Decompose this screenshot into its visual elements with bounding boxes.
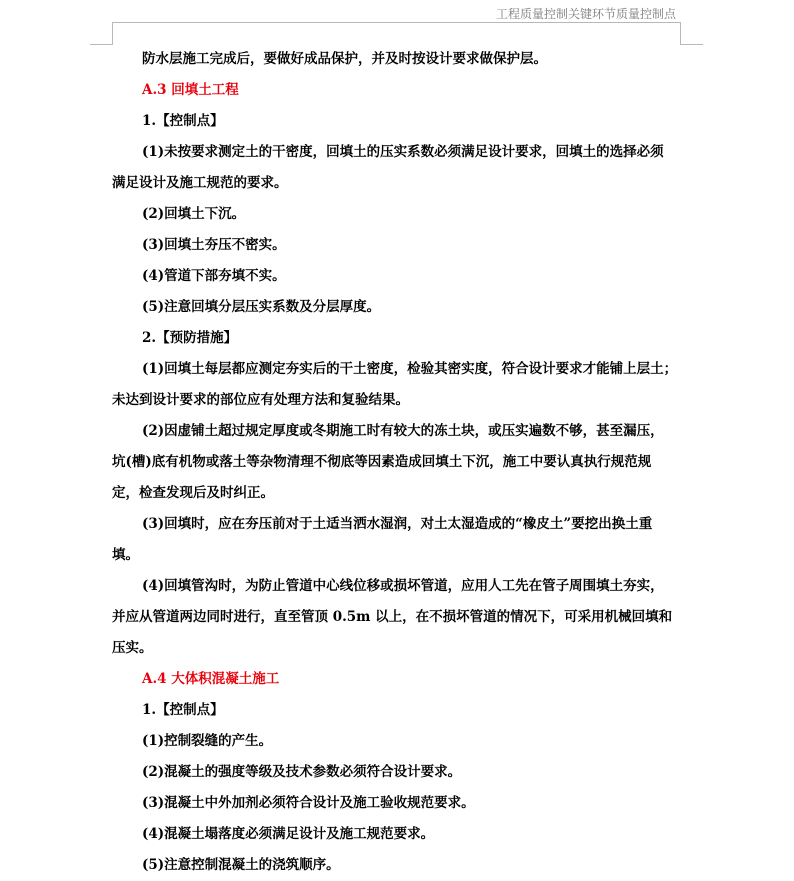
section-heading-mass-concrete: A.4 大体积混凝土施工 — [142, 671, 280, 687]
list-item: (2)回填土下沉。 — [142, 206, 246, 222]
paragraph-line: (3)回填时，应在夯压前对于土适当洒水湿润，对土太湿造成的“橡皮土”要挖出换土重 — [142, 516, 653, 532]
running-header: 工程质量控制关键环节质量控制点 — [495, 7, 676, 21]
paragraph-line: 满足设计及施工规范的要求。 — [112, 175, 288, 191]
document-body[interactable] — [112, 44, 686, 881]
list-item: (5)注意回填分层压实系数及分层厚度。 — [142, 299, 381, 315]
paragraph-line: (1)未按要求测定土的干密度，回填土的压实系数必须满足设计要求，回填土的选择必须 — [142, 144, 664, 160]
paragraph-line: 填。 — [112, 547, 139, 563]
list-item: (4)混凝土塌落度必须满足设计及施工规范要求。 — [142, 826, 435, 842]
list-item: (3)混凝土中外加剂必须符合设计及施工验收规范要求。 — [142, 795, 475, 811]
subheading-control-points: 1.【控制点】 — [142, 113, 224, 129]
list-item: (3)回填土夯压不密实。 — [142, 237, 286, 253]
paragraph-line: 定，检查发现后及时纠正。 — [112, 485, 274, 501]
paragraph-line: (2)因虚铺土超过规定厚度或冬期施工时有较大的冻土块，或压实遍数不够，甚至漏压， — [142, 423, 664, 439]
list-item: (2)混凝土的强度等级及技术参数必须符合设计要求。 — [142, 764, 462, 780]
paragraph-line: 未达到设计要求的部位应有处理方法和复验结果。 — [112, 392, 409, 408]
header-rule — [112, 22, 680, 23]
list-item: (4)管道下部夯填不实。 — [142, 268, 286, 284]
margin-corner-mark-right — [680, 22, 703, 45]
paragraph-line: 压实。 — [112, 640, 153, 656]
list-item: (5)注意控制混凝土的浇筑顺序。 — [142, 857, 340, 873]
paragraph-line: (4)回填管沟时，为防止管道中心线位移或损坏管道，应用人工先在管子周围填土夯实， — [142, 578, 664, 594]
paragraph-line: 坑(槽)底有机物或落土等杂物清理不彻底等因素造成回填土下沉，施工中要认真执行规范规 — [112, 454, 652, 470]
margin-corner-mark-left — [90, 22, 113, 45]
list-item: (1)控制裂缝的产生。 — [142, 733, 273, 749]
paragraph-line: (1)回填土每层都应测定夯实后的干土密度，检验其密实度，符合设计要求才能铺上层土； — [142, 361, 678, 377]
paragraph-line: 防水层施工完成后，要做好成品保护，并及时按设计要求做保护层。 — [142, 51, 547, 67]
subheading-control-points: 1.【控制点】 — [142, 702, 224, 718]
subheading-preventive-measures: 2.【预防措施】 — [142, 330, 238, 346]
paragraph-line: 并应从管道两边同时进行，直至管顶 0.5m 以上，在不损坏管道的情况下，可采用机械回填和 — [112, 609, 673, 625]
section-heading-backfill: A.3 回填土工程 — [142, 82, 239, 98]
